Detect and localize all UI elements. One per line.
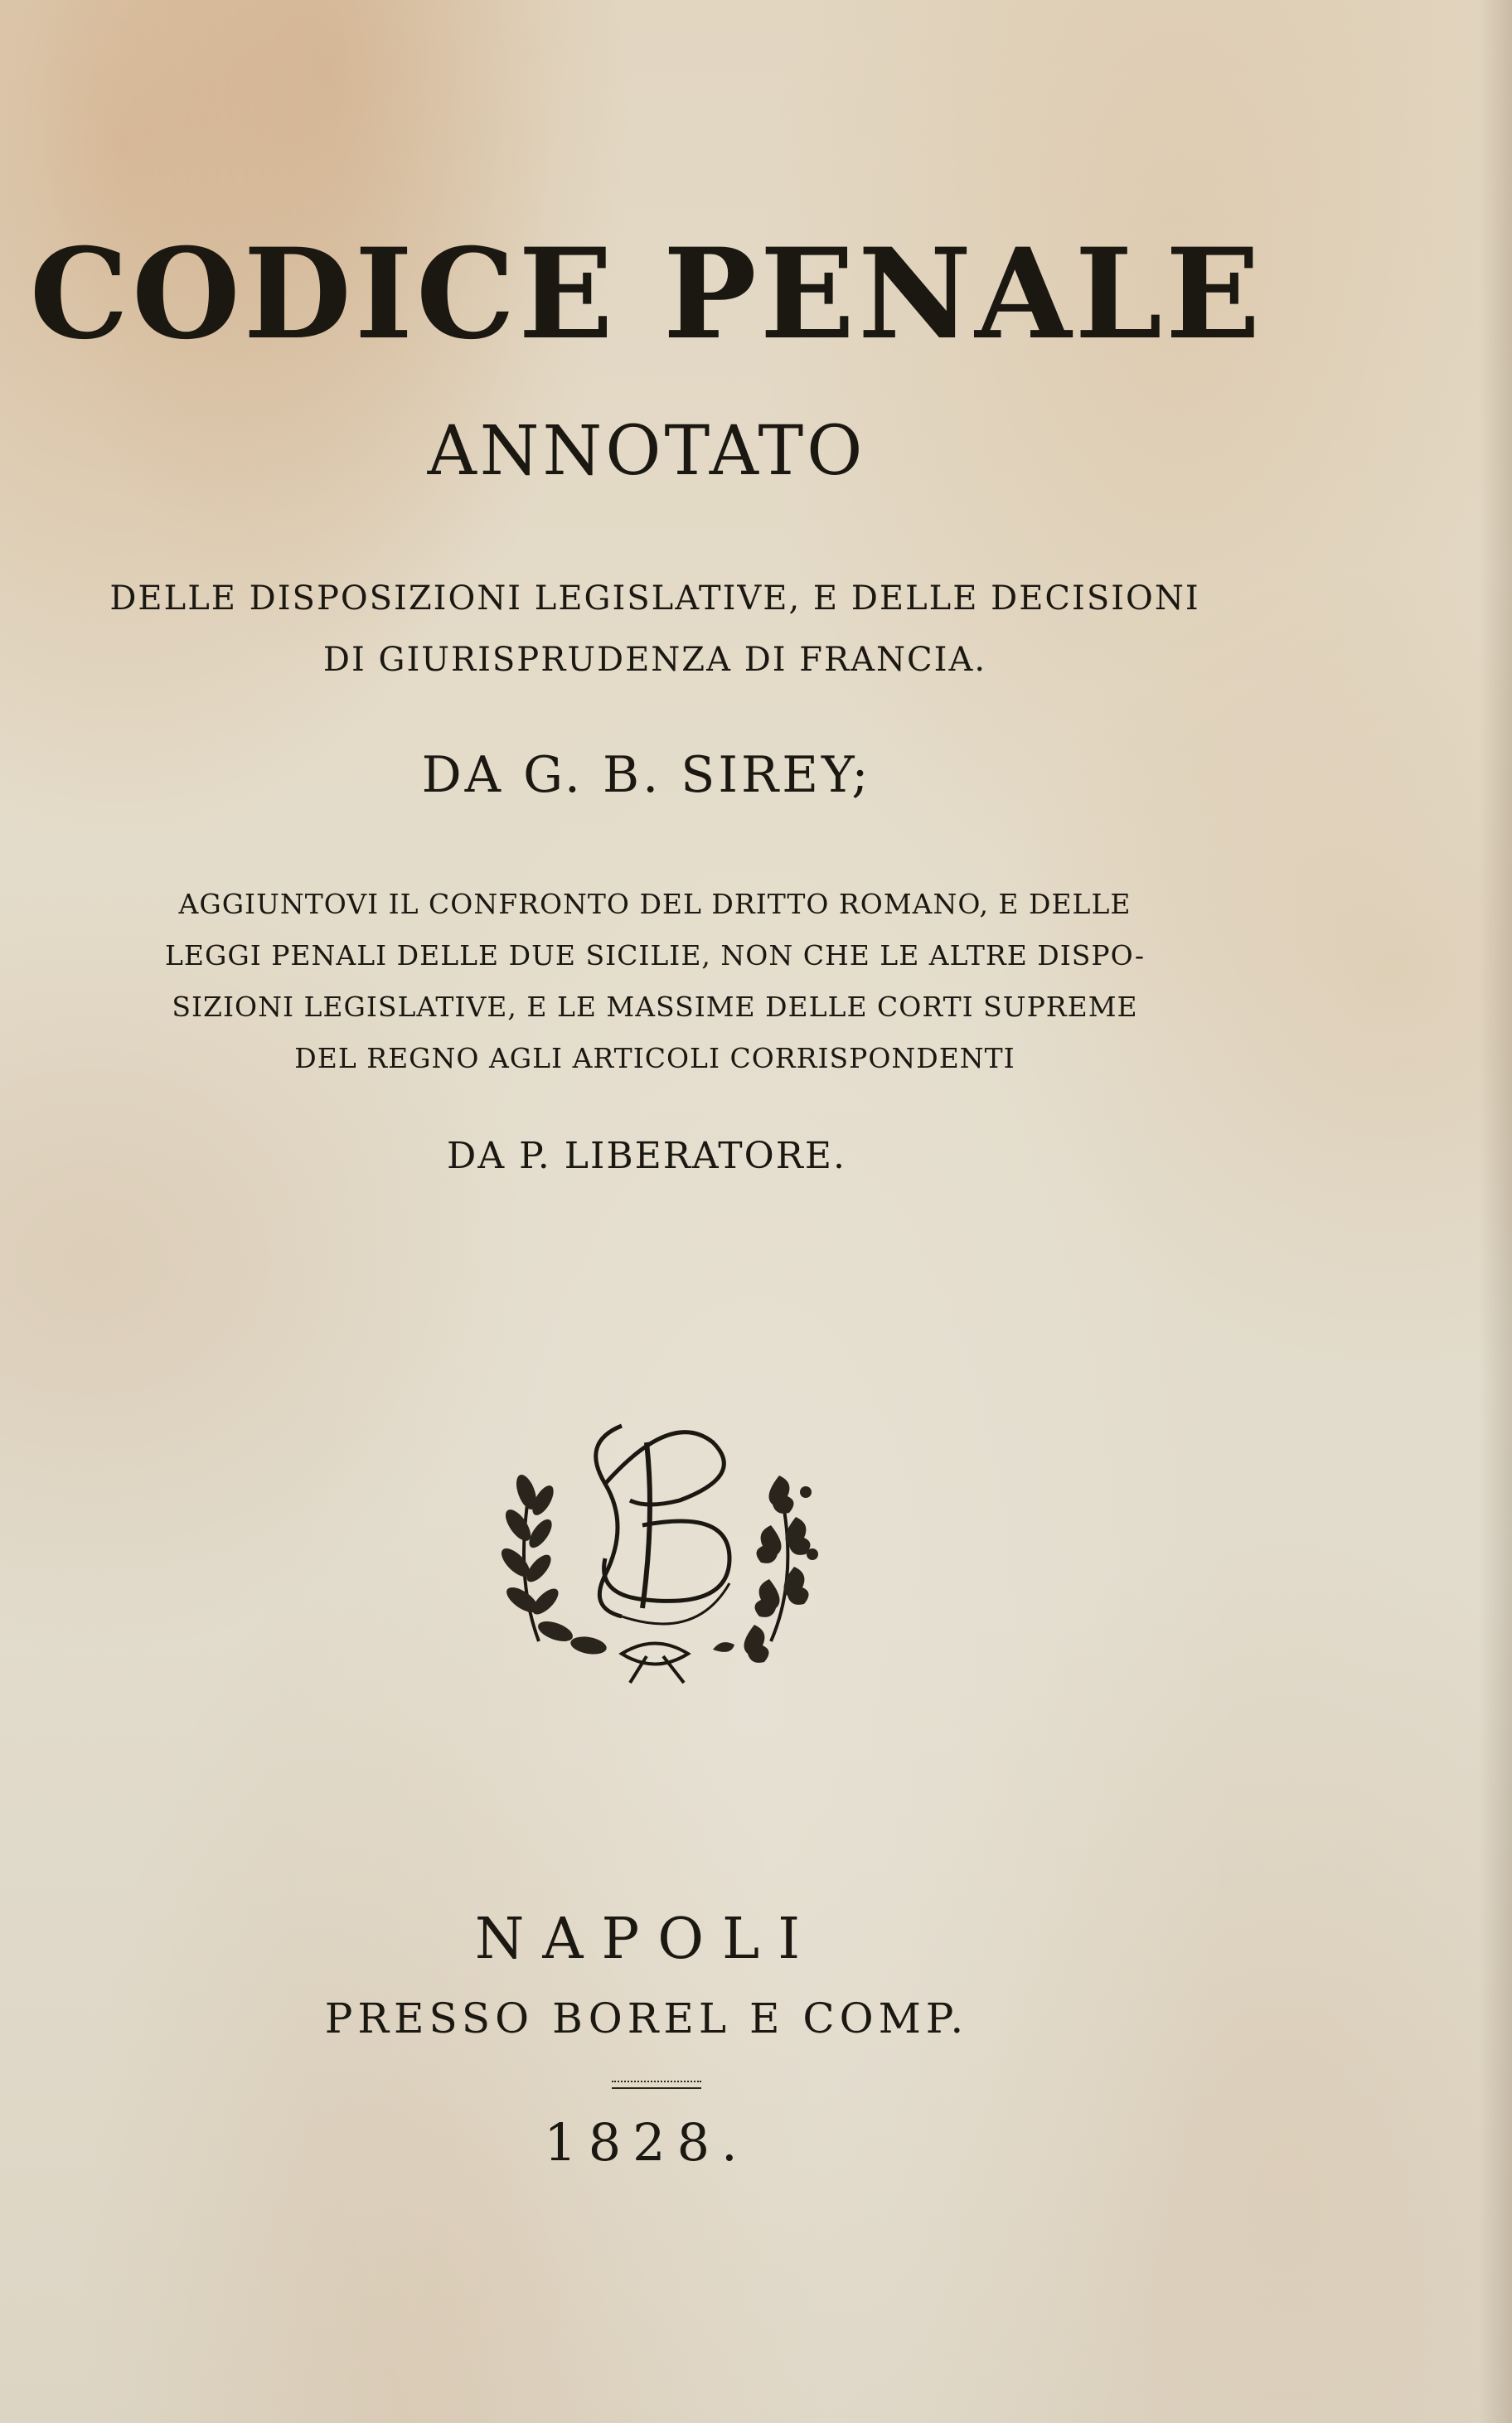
ornamental-rule [612, 2081, 701, 2089]
additions-line: AGGIUNTOVI IL CONFRONTO DEL DRITTO ROMANO, E DELLE [178, 888, 1132, 920]
author-line: DA G. B. SIREY; [421, 746, 872, 804]
book-title: CODICE PENALE [29, 221, 1264, 367]
imprint-year: 1828. [544, 2112, 749, 2173]
editor-line: DA P. LIBERATORE. [447, 1135, 846, 1177]
additions-line: SIZIONI LEGISLATIVE, E LE MASSIME DELLE CORTI SUPREME [172, 991, 1138, 1023]
additions-line: DEL REGNO AGLI ARTICOLI CORRISPONDENTI [294, 1042, 1015, 1074]
additions-paragraph [66, 879, 1243, 1084]
book-subtitle: ANNOTATO [427, 412, 866, 491]
imprint-city: NAPOLI [474, 1907, 819, 1972]
description [66, 568, 1243, 691]
imprint-publisher: PRESSO BOREL E COMP. [324, 1994, 969, 2043]
additions-line: LEGGI PENALI DELLE DUE SICILIE, NON CHE LE ALTRE DISPO- [164, 939, 1146, 972]
description-line: DI GIURISPRUDENZA DI FRANCIA. [322, 641, 987, 679]
page-edge-shadow [1479, 0, 1512, 2423]
description-line: DELLE DISPOSIZIONI LEGISLATIVE, E DELLE DECISIONI [109, 579, 1200, 618]
monogram-wreath-icon [481, 1393, 829, 1691]
